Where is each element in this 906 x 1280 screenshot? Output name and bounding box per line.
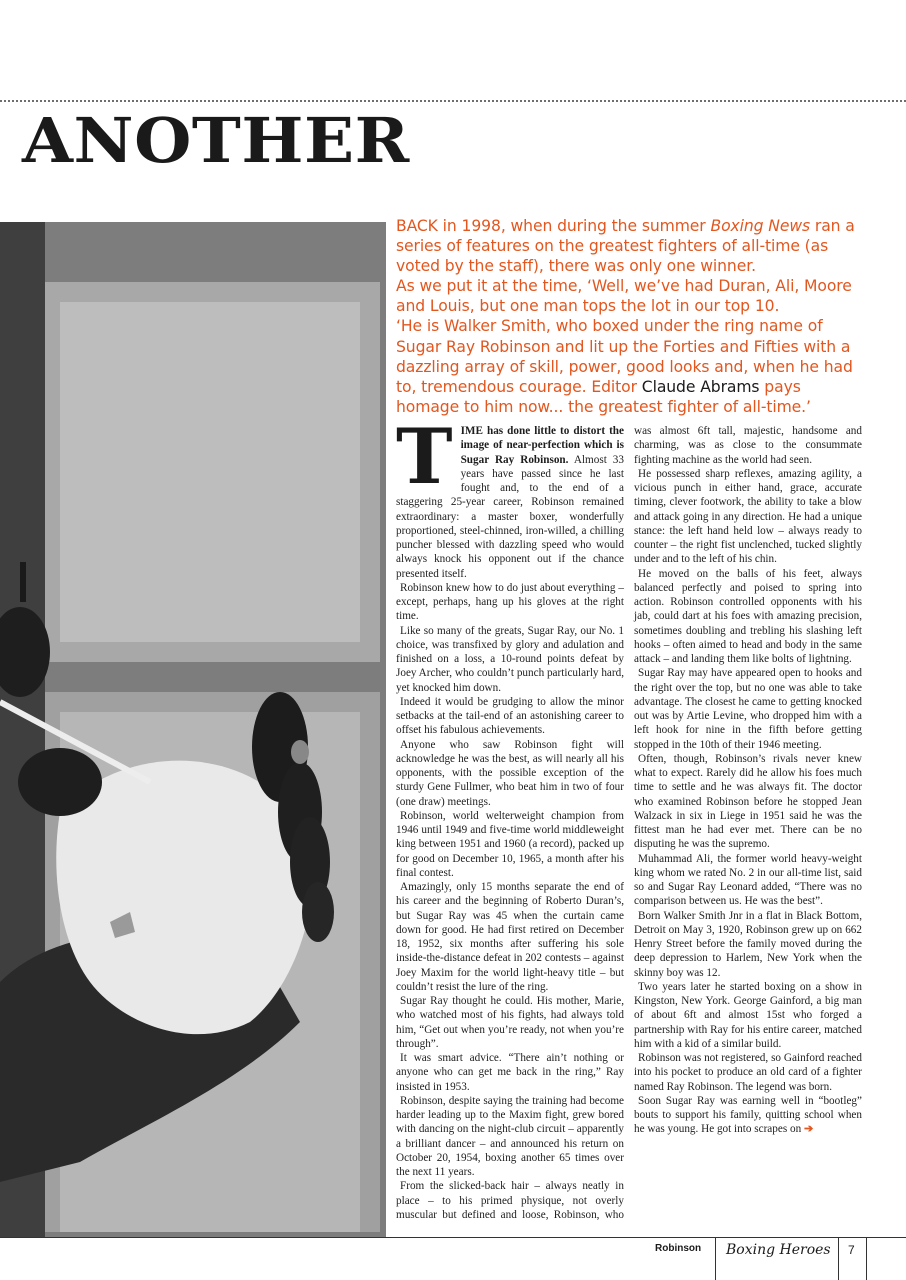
body-paragraph [634, 1094, 862, 1137]
body-paragraph: It was smart advice. “There ain’t nothing or anyone who can get me back in the ring,” Ray insisted in 1953. [396, 1052, 624, 1093]
body-paragraph: Often, though, Robinson’s rivals never knew what to expect. Rarely did he allow his foes much time to settle and he was always fit. The doctor who examined Robinson before he stopped Jean Walzack in six in Liege in 1951 said he was the fittest man he had ever met. There can be no disputing he was the supremo. [634, 752, 862, 851]
body-paragraph: Sugar Ray thought he could. His mother, Marie, who watched most of his fights, had always told him, “Get out when you’re ready, not when you’re through”. [396, 995, 624, 1050]
body-paragraph: He possessed sharp reflexes, amazing agility, a vicious punch in either hand, grace, accurate timing, clever footwork, the ability to take a blow and attack going in any direction. He had a unique stance: the left hand held low – always ready to counter – the right fist unclenched, tucked slightly under and to the left of his chin. [634, 467, 862, 566]
footer-series-title: Boxing Heroes [726, 1242, 831, 1258]
body-paragraph: Born Walker Smith Jnr in a flat in Black Bottom, Detroit on May 3, 1920, Robinson grew up on 662 Henry Street before the family moved during the deep depression to Harlem, New York when the skinny boy was 12. [634, 909, 862, 979]
body-paragraph: Robinson, world welterweight champion from 1946 until 1949 and five-time world middleweight king between 1951 and 1960 (a record), packed up for good on December 10, 1965, a month after his final contest. [396, 809, 624, 879]
footer-rule [0, 1237, 906, 1238]
lead-in: IME has done little to distort the image of near-perfection which is Sugar Ray Robinson. [460, 425, 624, 466]
body-text: Soon Sugar Ray was earning well in “bootleg” bouts to support his family, quitting school when he was young. He got into scrapes on [634, 1094, 862, 1136]
body-paragraph: Indeed it would be grudging to allow the minor setbacks at the tail-end of an astonishing career to offset his fabulous achievements. [396, 695, 624, 737]
body-paragraph: He moved on the balls of his feet, always balanced perfectly and poised to spring into action. Robinson controlled opponents with his jab, could dart at his foes with amazing precision, sometimes doubling and trebling his slashing left hooks – often aimed to head and body in the same attack – and landing them like bolts of lightning. [634, 567, 862, 665]
footer-divider [866, 1238, 867, 1280]
boxer-hand-photo [0, 222, 386, 1237]
standfirst-p3a: ‘He is Walker Smith, who boxed under the ring name of Sugar Ray Robinson and lit up the Forties and Fifties with a dazzling array of skill, power, good looks and, when he had to, tremendous courage. Editor [396, 317, 853, 396]
body-paragraph: From the slicked-back hair – always neatly in place – to his primed physique, not overly muscular but defined and loose, Robinson, who was almost 6ft tall, majestic, handsome and charming, was as close to the consummate fighting machine as the world had seen. [396, 425, 862, 1221]
footer-divider [715, 1238, 716, 1280]
page-headline: ANOTHER [22, 104, 410, 177]
standfirst-p1b: ran a series of features on the greatest fighters of all-time (as voted by the staff), there was only one winner. [396, 217, 855, 276]
body-paragraph: Two years later he started boxing on a show in Kingston, New York. George Gainford, a big man of about 6ft and almost 15st who forged a partnership with Ray for his entire career, matched him with a kid of a similar build. [634, 980, 862, 1050]
footer-divider [838, 1238, 839, 1280]
standfirst-p2: As we put it at the time, ‘Well, we’ve had Duran, Ali, Moore and Louis, but one man tops the lot in our top 10. [396, 277, 852, 316]
standfirst [396, 216, 868, 417]
continue-arrow-icon: ➔ [803, 1123, 814, 1136]
body-paragraph: Robinson was not registered, so Gainford reached into his pocket to produce an old card of a fighter named Ray Robinson. The legend was born. [634, 1052, 862, 1093]
standfirst-publication: Boxing News [710, 217, 811, 235]
body-paragraph: Robinson, despite saying the training had become harder leading up to the Maxim fight, grew bored with dancing on the night-club circuit – apparently a brilliant dancer – and announced his return on October 20, 1954, boxing another 65 times over the next 11 years. [396, 1094, 624, 1178]
drop-cap: T [396, 412, 453, 501]
body-paragraph: Sugar Ray may have appeared open to hooks and the right over the top, but no one was able to take advantage. The closest he came to getting knocked out was by Artie Levine, who dropped him with a left hook for nine in the fifth before getting stopped in the 10th of their 1946 meeting. [634, 667, 862, 751]
standfirst-p1a: BACK in 1998, when during the summer [396, 217, 711, 235]
body-paragraph [396, 412, 624, 581]
body-paragraph: Anyone who saw Robinson fight will acknowledge he was the best, as will nearly all his opponents, with the possible exception of the sturdy Gene Fullmer, who beat him in two of four (one draw) meetings. [396, 738, 624, 808]
body-paragraph: Amazingly, only 15 months separate the end of his career and the beginning of Roberto Duran’s, but Sugar Ray was 45 when the curtain came down for good. He had first retired on December 18, 1952, six months after suffering his sole inside-the-distance defeat in 202 contests – against Joey Maxim for the world light-heavy title – but couldn’t resist the lure of the ring. [396, 881, 624, 993]
author-name: Claude Abrams [641, 377, 760, 396]
footer-section-label: Robinson [655, 1243, 702, 1254]
page-number: 7 [848, 1243, 855, 1257]
body-text: Almost 33 years have passed since he last fought and, to the end of a staggering 25-year career, Robinson remained extraordinary: a master boxer, wonderfully proportioned, steel-chinned, iron-willed, a chilling puncher blessed with dazzling speed who would always knock his opponent out if the chance presented itself. [396, 453, 624, 580]
body-paragraph: Like so many of the greats, Sugar Ray, our No. 1 choice, was transfixed by glory and adulation and finished on a loss, a 10-round points defeat by Joey Archer, who couldn’t punch particularly hard, yet knocked him down. [396, 624, 624, 694]
top-dotted-rule [0, 100, 906, 102]
body-paragraph: Muhammad Ali, the former world heavy-weight king whom we rated No. 2 in our all-time list, said so and Sugar Ray Leonard added, “There was no comparison between us. He was the best”. [634, 852, 862, 908]
standfirst-p3b: pays homage to him now... the greatest fighter of all-time.’ [396, 377, 811, 416]
article-body [396, 412, 862, 1232]
body-paragraph: Robinson knew how to do just about everything – except, perhaps, hang up his gloves at the right time. [396, 581, 624, 623]
